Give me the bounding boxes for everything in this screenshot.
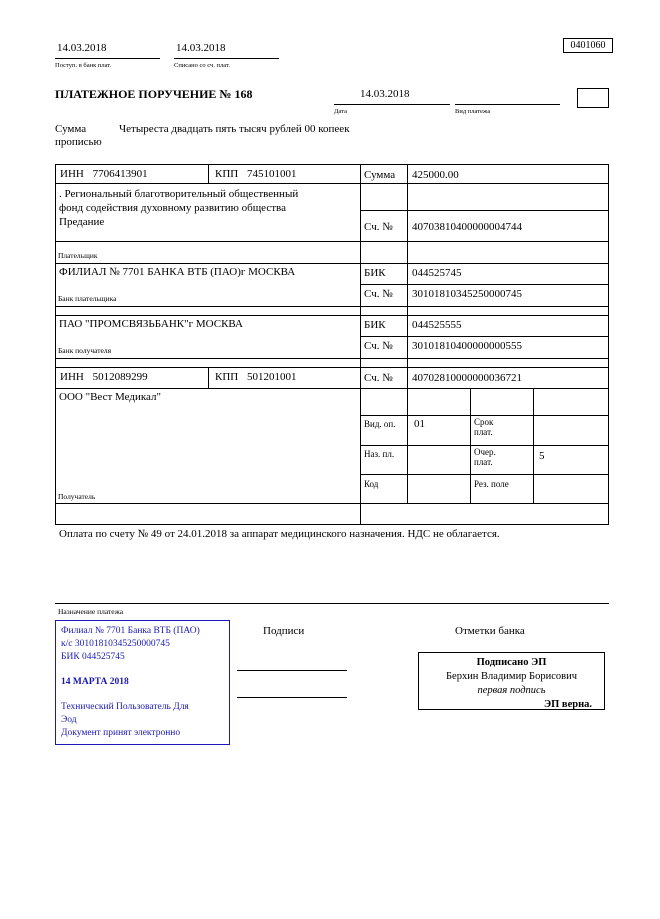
electronic-stamp-line4: 14 МАРТА 2018 <box>61 677 129 687</box>
signature-line-1 <box>237 670 347 671</box>
grid-h-bik-acc-1 <box>360 284 609 285</box>
term-label-line1: Срок <box>474 417 494 427</box>
grid-v-right <box>608 164 609 524</box>
payment-kind-label: Вид платежа <box>455 108 491 115</box>
grid-v-inn-kpp-payee <box>208 367 209 388</box>
electronic-stamp-gap-2 <box>61 689 224 701</box>
bank-stamp-line1: Подписано ЭП <box>476 657 547 668</box>
payer-name-line1: . Региональный благотворительный общественный <box>59 188 299 200</box>
grid-h-6 <box>55 358 609 359</box>
signatures-label: Подписи <box>263 625 305 637</box>
electronic-stamp-line7: Документ принят электронно <box>61 728 181 738</box>
grid-h-9 <box>360 415 609 416</box>
electronic-stamp-line5: Технический Пользователь Для <box>61 702 189 712</box>
grid-v-inn-kpp-payer <box>208 164 209 183</box>
electronic-stamp <box>55 620 230 745</box>
payer-bank-bik-label: БИК <box>364 267 386 279</box>
payee-name: ООО "Вест Медикал" <box>59 391 161 403</box>
grid-v-mid <box>360 164 361 524</box>
payer-inn-value: 7706413901 <box>92 168 148 180</box>
priority-label-line2: плат. <box>474 457 493 467</box>
payee-bank-name: ПАО "ПРОМСВЯЗЬБАНК"г МОСКВА <box>59 318 244 330</box>
payer-account-label: Сч. № <box>364 221 393 233</box>
grid-h-4 <box>55 306 609 307</box>
payee-inn-label: ИНН <box>60 371 84 383</box>
grid-h-1 <box>55 183 609 184</box>
doc-date-label: Дата <box>334 108 347 115</box>
payee-kpp-label: КПП <box>215 371 239 383</box>
code-label: Код <box>364 479 379 489</box>
payee-bank-bik-value: 044525555 <box>412 319 462 331</box>
signature-line-2 <box>237 697 347 698</box>
form-code-box: 0401060 <box>563 38 613 53</box>
grid-v-left <box>55 164 56 524</box>
grid-h-13 <box>55 524 609 525</box>
payee-inn-value: 5012089299 <box>92 371 148 383</box>
payer-bank-bik-value: 044525745 <box>412 267 462 279</box>
payer-bank-account-value: 30101810345250000745 <box>412 288 522 300</box>
payer-name-line2: фонд содействия духовному развитию общества <box>59 202 286 214</box>
payee-bank-bik-label: БИК <box>364 319 386 331</box>
date-written-off-value: 14.03.2018 <box>176 42 226 54</box>
grid-h-7 <box>55 367 609 368</box>
payer-bank-account-label: Сч. № <box>364 288 393 300</box>
page-title: ПЛАТЕЖНОЕ ПОРУЧЕНИЕ № 168 <box>55 87 253 101</box>
date-written-off-underline <box>174 58 279 59</box>
payer-inn-cell <box>56 166 208 183</box>
payee-account-label: Сч. № <box>364 372 393 384</box>
bank-stamp-line4: ЭП верна. <box>543 699 592 710</box>
payer-inn-label: ИНН <box>60 168 84 180</box>
payment-kind-underline <box>455 104 560 105</box>
grid-h-11 <box>360 474 609 475</box>
amount-words-label-line2: прописью <box>55 136 102 148</box>
bank-signature-stamp <box>418 652 605 710</box>
amount-value: 425000.00 <box>412 169 459 181</box>
payment-kind-box <box>577 88 609 108</box>
grid-h-10 <box>360 445 609 446</box>
purpose-code-label: Наз. пл. <box>364 449 395 459</box>
date-received-underline <box>55 58 160 59</box>
amount-words-value: Четыреста двадцать пять тысяч рублей 00 копеек <box>119 123 350 135</box>
payer-kpp-label: КПП <box>215 168 239 180</box>
grid-h-bik-acc-2 <box>360 336 609 337</box>
payee-kpp-cell <box>211 369 359 386</box>
payee-caption: Получатель <box>58 492 96 501</box>
payer-caption: Плательщик <box>58 251 98 260</box>
grid-v-sub1 <box>470 388 471 503</box>
purpose-caption: Назначение платежа <box>58 607 124 616</box>
payee-account-value: 40702810000000036721 <box>412 372 522 384</box>
payee-inn-cell <box>56 369 208 386</box>
date-received-value: 14.03.2018 <box>57 42 107 54</box>
amount-label: Сумма <box>364 169 396 181</box>
grid-h-3 <box>55 263 609 264</box>
bank-marks-label: Отметки банка <box>455 625 525 637</box>
payee-bank-caption: Банк получателя <box>58 346 112 355</box>
priority-label-line1: Очер. <box>474 447 496 457</box>
grid-h-12 <box>55 503 609 504</box>
electronic-stamp-line3: БИК 044525745 <box>61 652 125 662</box>
doc-date-value: 14.03.2018 <box>360 88 410 100</box>
payer-kpp-value: 745101001 <box>246 168 297 180</box>
reserve-label: Рез. поле <box>474 479 509 489</box>
priority-value: 5 <box>539 450 545 462</box>
payer-name-line3: Предание <box>59 216 105 228</box>
date-written-off-label: Списано со сч. плат. <box>174 62 230 69</box>
payer-bank-name: ФИЛИАЛ № 7701 БАНКА ВТБ (ПАО)г МОСКВА <box>59 266 296 278</box>
electronic-stamp-gap-1 <box>61 664 224 676</box>
payee-bank-account-value: 30101810400000000555 <box>412 340 522 352</box>
date-received-label: Поступ. в банк плат. <box>55 62 112 69</box>
purpose-text: Оплата по счету № 49 от 24.01.2018 за аппарат медицинского назначения. НДС не облагается. <box>59 528 500 540</box>
op-type-value: 01 <box>414 418 425 430</box>
grid-h-2 <box>55 241 609 242</box>
purpose-underline <box>55 603 609 604</box>
bank-stamp-line3: первая подпись <box>477 685 546 696</box>
grid-v-labels <box>407 164 408 504</box>
term-label-line2: плат. <box>474 427 493 437</box>
op-type-label: Вид. оп. <box>364 419 396 429</box>
payee-bank-account-label: Сч. № <box>364 340 393 352</box>
doc-date-underline <box>334 104 450 105</box>
grid-h-sum-acc <box>360 210 609 211</box>
payer-account-value: 40703810400000004744 <box>412 221 522 233</box>
amount-words-label-line1: Сумма <box>55 123 87 135</box>
payer-kpp-cell <box>211 166 359 183</box>
electronic-stamp-line1: Филиал № 7701 Банка ВТБ (ПАО) <box>61 626 200 636</box>
grid-h-0 <box>55 164 609 165</box>
payee-kpp-value: 501201001 <box>246 371 297 383</box>
grid-v-sub2 <box>533 388 534 503</box>
grid-h-5 <box>55 315 609 316</box>
bank-stamp-line2: Берхин Владимир Борисович <box>446 671 577 682</box>
grid-h-8 <box>55 388 609 389</box>
electronic-stamp-line2: к/с 30101810345250000745 <box>61 639 170 649</box>
payer-bank-caption: Банк плательщика <box>58 294 117 303</box>
electronic-stamp-line6: Эод <box>61 715 77 725</box>
